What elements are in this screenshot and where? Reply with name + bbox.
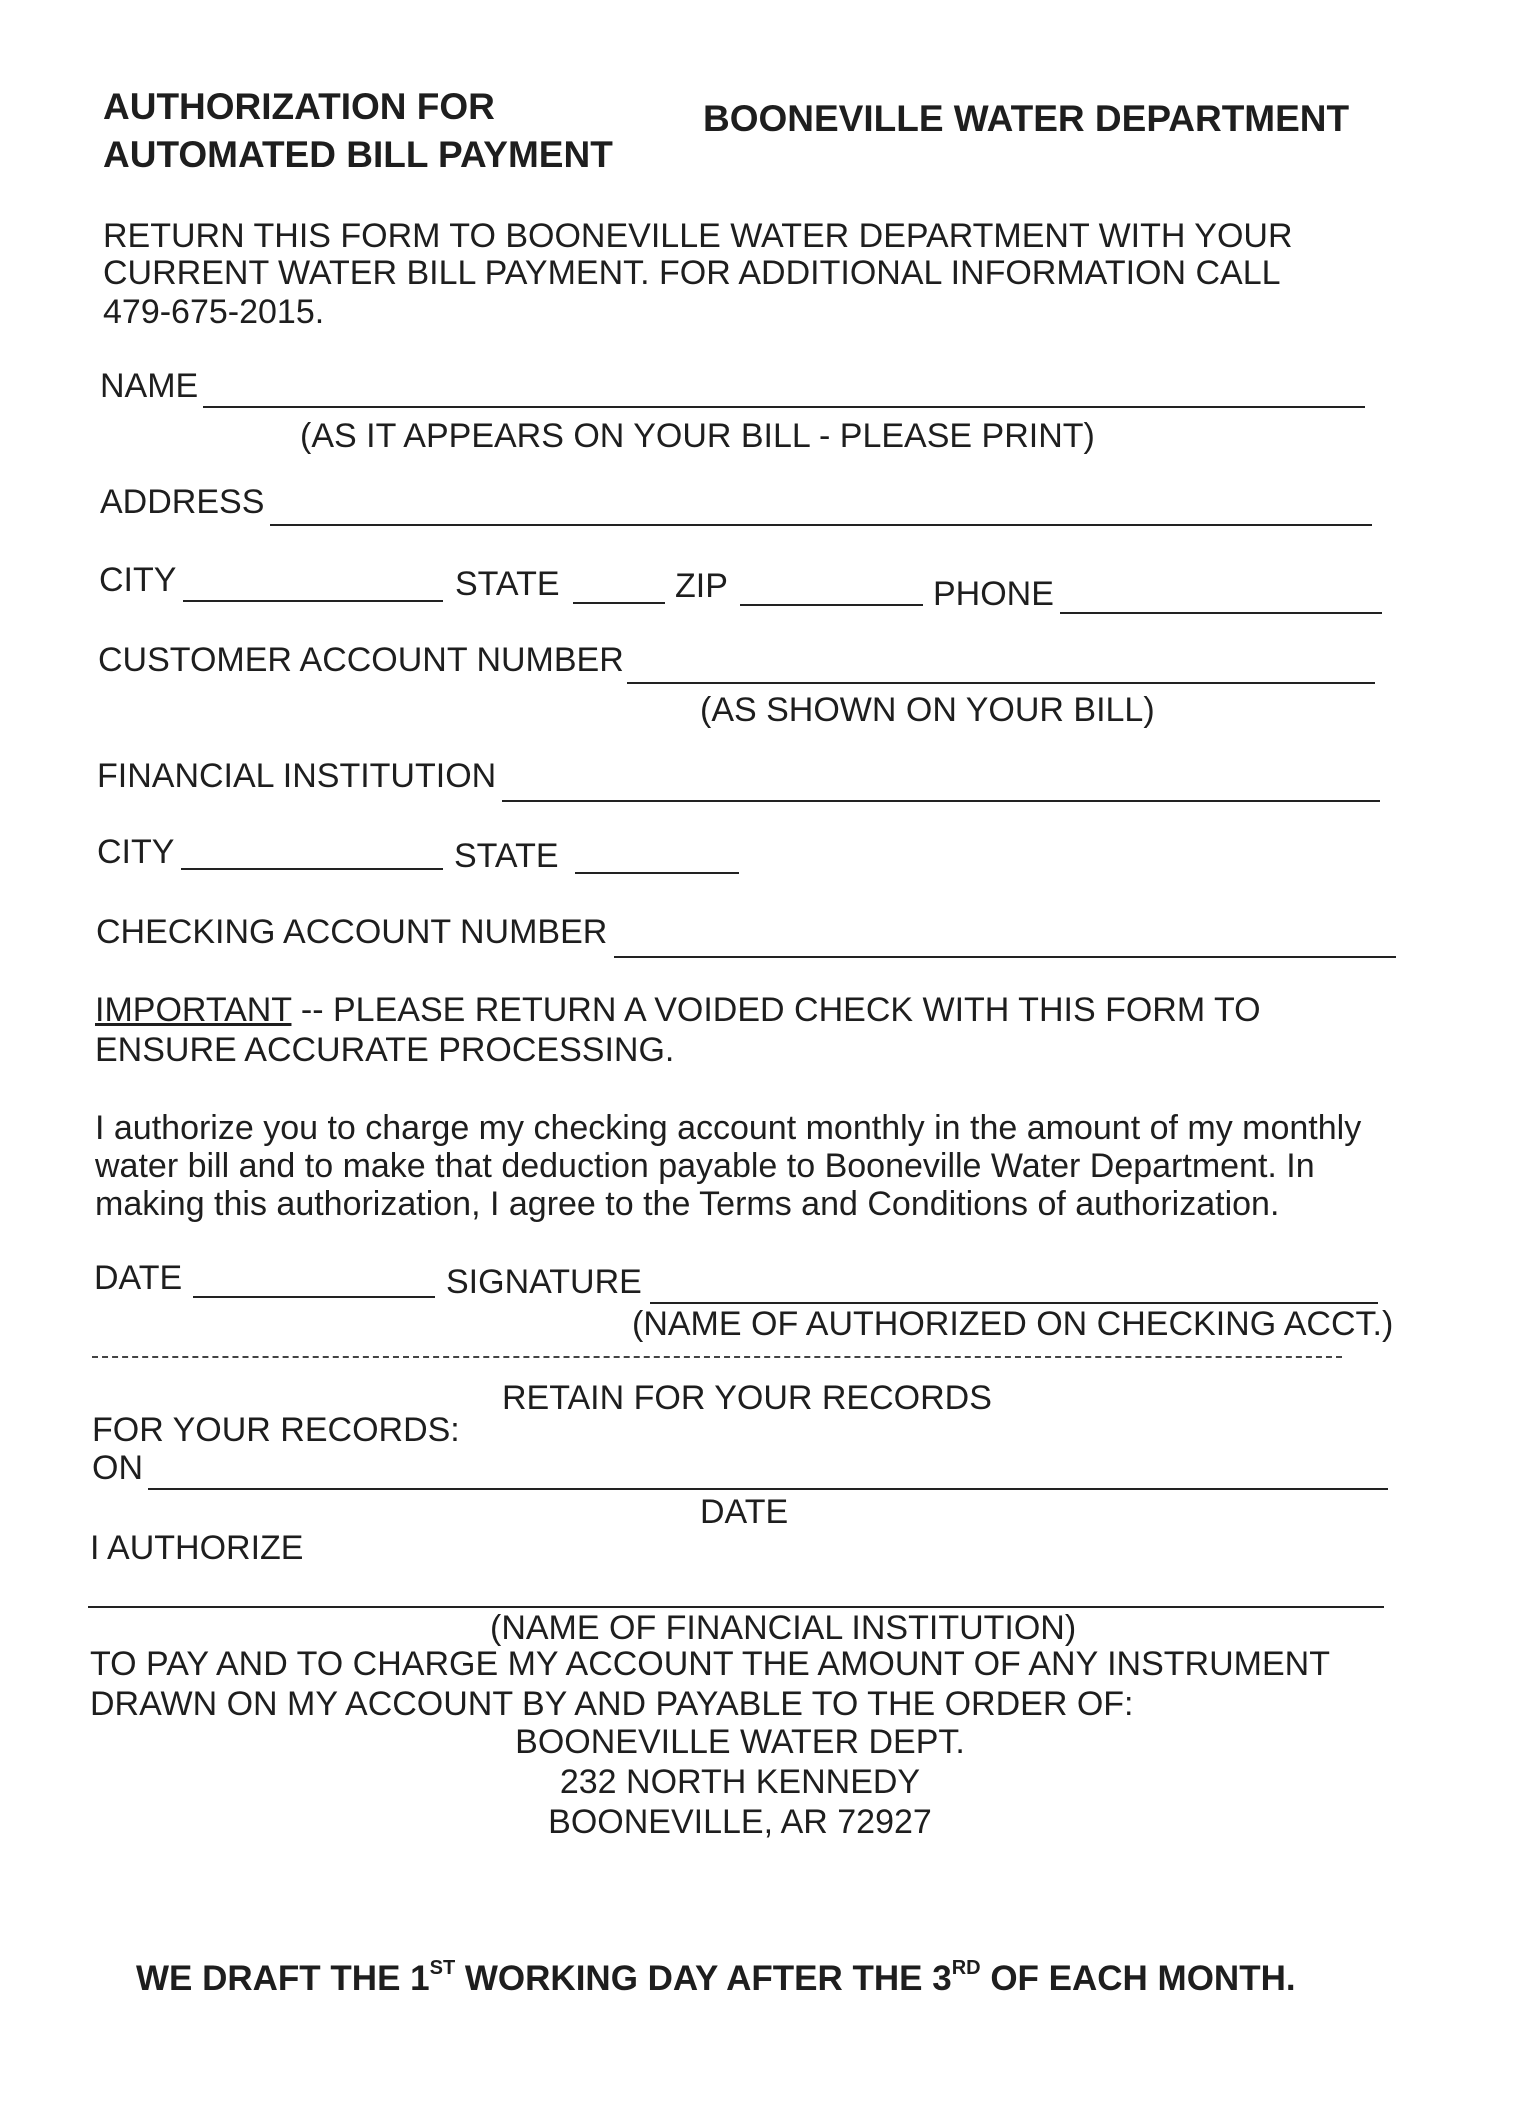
bank-state-label: STATE [454, 837, 559, 875]
address-field[interactable] [270, 524, 1372, 526]
form-title-line2: AUTOMATED BILL PAYMENT [103, 134, 613, 175]
i-authorize-label: I AUTHORIZE [90, 1529, 304, 1567]
phone-field[interactable] [1060, 612, 1382, 614]
important-label: IMPORTANT [95, 991, 292, 1029]
instructions-line1: RETURN THIS FORM TO BOONEVILLE WATER DEPARTMENT WITH YOUR [103, 217, 1293, 255]
customer-account-label: CUSTOMER ACCOUNT NUMBER [98, 641, 624, 679]
pay-line1: TO PAY AND TO CHARGE MY ACCOUNT THE AMOUNT OF ANY INSTRUMENT [90, 1645, 1330, 1683]
important-line2: ENSURE ACCURATE PROCESSING. [95, 1031, 675, 1069]
payee-name: BOONEVILLE WATER DEPT. [515, 1723, 965, 1761]
draft-notice [136, 1956, 1296, 2002]
address-label: ADDRESS [100, 483, 265, 521]
draft-notice-sup2: RD [951, 1957, 981, 1979]
bank-state-field[interactable] [575, 872, 739, 874]
payee-city: BOONEVILLE, AR 72927 [548, 1803, 932, 1841]
city-field[interactable] [183, 600, 443, 602]
authorization-line3: making this authorization, I agree to the Terms and Conditions of authorization. [95, 1185, 1280, 1223]
bank-city-field[interactable] [181, 868, 443, 870]
signature-note: (NAME OF AUTHORIZED ON CHECKING ACCT.) [632, 1305, 1394, 1343]
retain-heading: RETAIN FOR YOUR RECORDS [502, 1379, 992, 1417]
date-field[interactable] [193, 1296, 435, 1298]
name-field[interactable] [203, 406, 1365, 408]
date-note: DATE [700, 1493, 789, 1531]
instructions-line2: CURRENT WATER BILL PAYMENT. FOR ADDITIONAL INFORMATION CALL [103, 254, 1281, 292]
important-text: -- PLEASE RETURN A VOIDED CHECK WITH THIS FORM TO [291, 991, 1261, 1029]
city-label: CITY [99, 561, 177, 599]
payee-street: 232 NORTH KENNEDY [559, 1763, 921, 1801]
phone-label: PHONE [933, 575, 1054, 613]
authorization-line1: I authorize you to charge my checking account monthly in the amount of my monthly [95, 1109, 1362, 1147]
important-line1 [95, 990, 1261, 1030]
zip-field[interactable] [740, 604, 923, 606]
checking-account-label: CHECKING ACCOUNT NUMBER [96, 913, 608, 951]
name-label: NAME [100, 367, 199, 405]
financial-institution-label: FINANCIAL INSTITUTION [97, 757, 497, 795]
payee-address [440, 1722, 1040, 1842]
draft-notice-part1: WE DRAFT THE 1 [136, 1959, 430, 1998]
state-label: STATE [455, 565, 560, 603]
authorization-line2: water bill and to make that deduction payable to Booneville Water Department. In [95, 1147, 1315, 1185]
date-label: DATE [94, 1259, 183, 1297]
draft-notice-part2: WORKING DAY AFTER THE 3 [455, 1959, 952, 1998]
draft-notice-part3: OF EACH MONTH. [980, 1959, 1296, 1998]
instructions-line3: 479-675-2015. [103, 293, 325, 331]
name-note: (AS IT APPEARS ON YOUR BILL - PLEASE PRINT) [300, 417, 1095, 455]
department-name: BOONEVILLE WATER DEPARTMENT [703, 98, 1350, 139]
institution-note: (NAME OF FINANCIAL INSTITUTION) [490, 1609, 1077, 1647]
pay-line2: DRAWN ON MY ACCOUNT BY AND PAYABLE TO THE ORDER OF: [90, 1685, 1134, 1723]
state-field[interactable] [573, 602, 665, 604]
signature-label: SIGNATURE [446, 1263, 642, 1301]
bank-city-label: CITY [97, 833, 175, 871]
on-date-field[interactable] [148, 1488, 1388, 1490]
customer-account-note: (AS SHOWN ON YOUR BILL) [700, 691, 1155, 729]
cut-line [92, 1356, 1342, 1358]
form-title-line1: AUTHORIZATION FOR [103, 86, 495, 127]
customer-account-field[interactable] [627, 682, 1375, 684]
checking-account-field[interactable] [614, 956, 1396, 958]
draft-notice-sup1: ST [429, 1957, 456, 1979]
zip-label: ZIP [675, 567, 728, 605]
financial-institution-field[interactable] [502, 800, 1380, 802]
on-label: ON [92, 1449, 143, 1487]
for-records-label: FOR YOUR RECORDS: [92, 1411, 460, 1449]
